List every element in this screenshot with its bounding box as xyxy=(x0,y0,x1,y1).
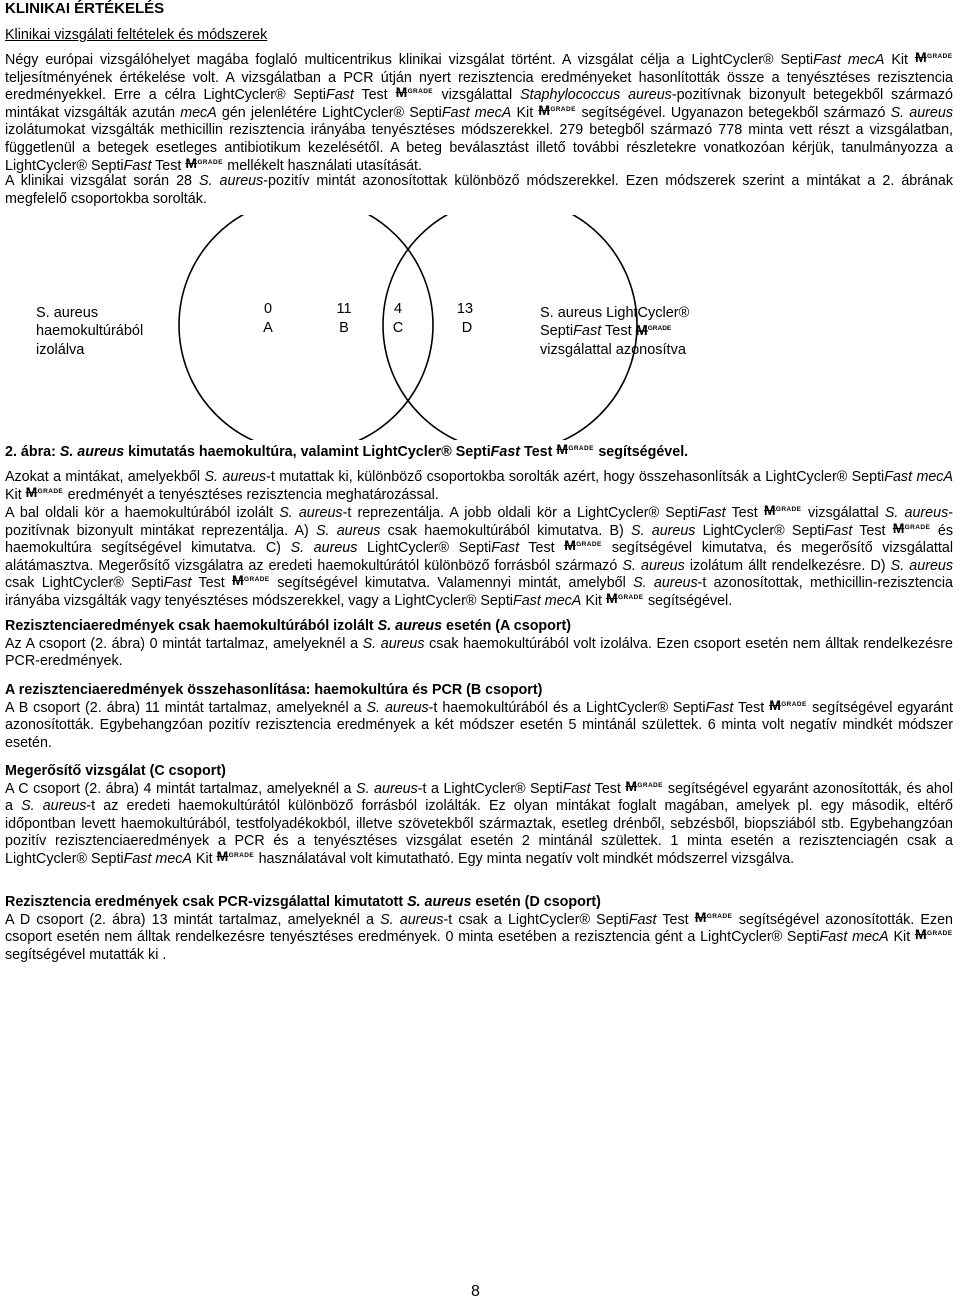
left-label-line1: S. aureus xyxy=(36,305,99,321)
text-run: mellékelt használati utasítását. xyxy=(223,157,422,174)
italic-term: Fast xyxy=(513,592,541,609)
text-run: izolátum állt rendelkezésre. D) xyxy=(684,557,891,574)
mgrade-trademark-icon: M GRADE xyxy=(25,483,64,500)
mgrade-trademark-icon: M GRADE xyxy=(915,926,953,943)
section-c-heading: Megerősítő vizsgálat (C csoport) xyxy=(5,763,226,779)
mgrade-trademark-icon: M GRADE xyxy=(232,572,270,589)
mgrade-trademark-icon: M GRADE xyxy=(216,847,255,864)
section-b-body xyxy=(5,696,954,753)
italic-term: S. aureus xyxy=(316,522,381,539)
text-run: LightCycler® Septi xyxy=(695,522,825,539)
venn-diagram xyxy=(0,215,960,440)
italic-term: Fast xyxy=(490,444,521,460)
text-run: Négy európai vizsgálóhelyet magába foglaló multicentrikus klinikai vizsgálat történt. A vizsgálat célja a LightCycler® Septi xyxy=(5,52,814,68)
italic-term: Fast xyxy=(562,780,591,797)
figure-caption xyxy=(5,441,953,462)
text-run: kimutatás haemokultúra, valamint LightCycler® Septi xyxy=(124,444,491,460)
group-d-letter: D xyxy=(461,320,473,336)
text-run: segítségével egyaránt azonosították, és ahol a xyxy=(5,780,954,815)
text-run: Azokat a mintákat, amelyekből xyxy=(5,469,205,485)
caption-text xyxy=(5,441,953,462)
italic-term: mecA xyxy=(916,469,953,485)
text-run: Test xyxy=(353,87,396,104)
mgrade-trademark-icon: M GRADE xyxy=(892,519,931,536)
text-run: -t reprezentálja. A jobb oldali kör a LightCycler® Septi xyxy=(342,505,698,521)
text-run: használatával volt kimutatható. Egy minta negatív volt mindkét módszerrel vizsgálva. xyxy=(254,850,795,867)
section-a xyxy=(5,618,953,671)
text-run: -t csak a LightCycler® Septi xyxy=(443,911,629,928)
mgrade-trademark-icon: M GRADE xyxy=(564,537,602,554)
italic-term: Fast xyxy=(884,469,913,485)
text-run: -t mutattak ki, különböző csoportokba sorolták azért, hogy összehasonlítsák a LightCycler® Septi xyxy=(266,469,885,485)
text-run: A B csoport (2. ábra) 11 mintát tartalmaz, amelyeknél a xyxy=(5,699,367,716)
text-run: A klinikai vizsgálat során 28 xyxy=(5,173,200,189)
text-run: Rezisztencia eredmények csak PCR-vizsgálattal kimutatott xyxy=(5,894,408,910)
text-run: Test xyxy=(656,911,695,928)
text-run: -t haemokultúrából és a LightCycler® Septi xyxy=(428,699,706,716)
text-run: -pozitív mintát azonosítottak különböző módszerekkel. Ezen módszerek szerint a mintákat a 2. ábrának megfelelő csoportokba sorolták. xyxy=(5,173,953,207)
group-a-count: 0 xyxy=(263,301,273,317)
text-run: izolátumokat vizsgálták methicillin rezisztencia irányába tenyésztéses módszerekkel. 279 betegből származó 778 minta vett részt a vizsgálatban, függetlenül a betegek esetleges antibiotikum kezelésétől. A beteg beválasztást illető további részletekre vonatkozóan kérjük, tanulmányozza a LightCycler® Septi xyxy=(5,122,953,174)
section-c xyxy=(5,763,953,869)
text-run: 2. ábra: xyxy=(5,444,60,460)
italic-term: Fast xyxy=(697,505,726,521)
italic-term: Fast xyxy=(824,522,853,539)
text-run: csak LightCycler® Septi xyxy=(5,575,164,592)
page-number: 8 xyxy=(471,1283,480,1300)
italic-term: S. aureus xyxy=(356,780,418,797)
grouping-text xyxy=(5,469,953,504)
italic-term: Fast xyxy=(813,52,841,68)
text-run: segítségével mutatták ki . xyxy=(5,946,167,963)
text-run: Kit xyxy=(191,850,217,867)
text-run: gén jelenlétére LightCycler® Septi xyxy=(216,104,442,121)
text-run: segítségével. xyxy=(594,444,689,460)
section-b-heading: A rezisztenciaeredmények összehasonlítása: haemokultúra és PCR (B csoport) xyxy=(5,682,543,698)
group-b-count: 11 xyxy=(336,301,352,317)
text-run: A bal oldali kör a haemokultúrából izolált xyxy=(5,505,280,521)
text-run: eredményét a tenyésztéses rezisztencia meghatározással. xyxy=(63,486,439,503)
left-label-line2: haemokultúrából xyxy=(36,323,144,339)
text-run: Az A csoport (2. ábra) 0 mintát tartalmaz, amelyeknél a xyxy=(5,635,363,652)
italic-term: S. aureus xyxy=(279,505,343,521)
mgrade-trademark-icon: M GRADE xyxy=(769,696,807,713)
italic-term: Fast xyxy=(123,157,152,174)
text-run: csak haemokultúrából volt izolálva. Ezen csoport esetén nem álltak rendelkezésre PCR-eredmények. xyxy=(5,635,953,670)
text-run: és haemokultúra segítségével kimutatva. C) xyxy=(5,522,954,557)
section-d-body xyxy=(5,908,953,965)
text-run: Test xyxy=(590,780,626,797)
italic-term: S. aureus xyxy=(884,505,949,521)
text-run: Kit xyxy=(581,592,606,609)
text-run: segítségével egyaránt azonosították. Egybehangzóan pozitív rezisztencia eredmények a két módszer esetén 5 mintánál születtek. 6 minta volt negatív mindkét módszer esetén. xyxy=(5,699,954,751)
text-run: LightCycler® Septi xyxy=(357,540,492,557)
text-run: segítségével. Ugyanazon betegekből származó xyxy=(576,104,891,121)
paragraph-circles xyxy=(5,502,954,611)
italic-term: S. aureus xyxy=(204,469,267,485)
italic-term: Fast xyxy=(705,699,734,716)
italic-term: S. aureus xyxy=(199,173,264,189)
right-label-line2: SeptiFast Test $M^{GRADE}$ xyxy=(540,323,672,339)
italic-term: Fast xyxy=(441,104,470,121)
italic-term: S. aureus xyxy=(380,911,444,928)
italic-term: S. aureus xyxy=(631,522,696,539)
mgrade-trademark-icon: M GRADE xyxy=(395,84,434,101)
italic-term: mecA xyxy=(155,850,192,867)
group-d-count: 13 xyxy=(456,301,474,317)
italic-term: S. aureus xyxy=(59,444,125,460)
text-run: segítségével kimutatva. Valamennyi mintát, amelyből xyxy=(270,575,634,592)
section-a-body xyxy=(5,636,953,671)
group-c-letter: C xyxy=(392,320,404,336)
section-c-body xyxy=(5,777,954,869)
mgrade-trademark-icon: M GRADE xyxy=(915,49,953,65)
text-run: segítségével. xyxy=(643,592,733,609)
section-d xyxy=(5,894,953,964)
text-run: Kit xyxy=(511,104,539,121)
italic-term: S. aureus xyxy=(622,557,685,574)
text-run: Test xyxy=(191,575,233,592)
text-run: Test xyxy=(733,699,770,716)
italic-term: S. aureus xyxy=(290,540,358,557)
text-run: Rezisztenciaeredmények csak haemokultúrából izolált xyxy=(5,618,378,634)
group-c-count: 4 xyxy=(393,301,403,317)
paragraph-intro xyxy=(5,49,953,175)
italic-term: S. aureus xyxy=(377,618,443,634)
paragraph-grouping xyxy=(5,469,953,504)
text-run: Kit xyxy=(5,486,26,503)
text-run: vizsgálattal xyxy=(433,87,521,104)
text-run: Kit xyxy=(888,929,915,946)
italic-term: Fast xyxy=(819,929,848,946)
mgrade-trademark-icon: M GRADE xyxy=(538,101,576,118)
mgrade-trademark-icon: M GRADE xyxy=(185,154,223,171)
text-run: vizsgálattal xyxy=(801,505,885,521)
mgrade-trademark-icon: M GRADE xyxy=(694,908,733,925)
italic-term: mecA xyxy=(852,929,889,946)
text-run: -pozitívnak bizonyult betegekből származó mintákat vizsgálták azután xyxy=(5,87,953,121)
italic-term: S. aureus xyxy=(890,104,953,121)
italic-term: S. aureus xyxy=(407,894,472,910)
intro-text xyxy=(5,49,953,175)
text-run: Test xyxy=(520,444,557,460)
text-run: -t a LightCycler® Septi xyxy=(417,780,563,797)
right-label-line3: vizsgálattal azonosítva xyxy=(540,342,686,358)
text-run: Kit xyxy=(884,52,915,68)
italic-term: mecA xyxy=(474,104,512,121)
text-run: esetén (D csoport) xyxy=(471,894,601,910)
text-run xyxy=(841,52,848,68)
italic-term: S. aureus xyxy=(362,635,425,652)
italic-term: mecA xyxy=(544,592,582,609)
italic-term: S. aureus xyxy=(890,557,954,574)
text-run: -t azonosítottak, methicillin-rezisztencia irányába vizsgálták vagy tenyésztéses módszerekkel, vagy a LightCycler® Septi xyxy=(5,575,953,609)
text-run: teljesítményének értékelése volt. A vizsgálatban a PCR útján nyert rezisztencia eredményeket hasonlították össze a tenyésztéses rezisztencia eredményekkel. Erre a célra LightCycler® Septi xyxy=(5,69,953,104)
group-a-letter: A xyxy=(263,320,273,336)
group-b-letter: B xyxy=(339,320,349,336)
text-run: segítségével kimutatva, és megerősítő vizsgálattal alátámasztva. Megerősítő vizsgálatra az eredeti haemokultúrától különböző forrásból származó xyxy=(5,540,954,574)
circles-text xyxy=(5,502,954,611)
text-run: Test xyxy=(725,505,764,521)
text-run: csak haemokultúrából kimutatva. B) xyxy=(380,522,632,539)
page-heading: KLINIKAI ÉRTÉKELÉS xyxy=(5,0,165,17)
text-run: A C csoport (2. ábra) 4 mintát tartalmaz, amelyeknél a xyxy=(5,780,357,797)
text-run: Test xyxy=(151,157,186,174)
section-a-heading xyxy=(5,618,953,636)
italic-term: mecA xyxy=(180,104,217,121)
italic-term: Fast xyxy=(163,575,192,592)
text-run: A D csoport (2. ábra) 13 mintát tartalmaz, amelyeknél a xyxy=(5,911,381,928)
left-label-line3: izolálva xyxy=(36,342,85,358)
italic-term: Fast xyxy=(491,540,520,557)
mgrade-trademark-icon: M GRADE xyxy=(763,502,802,518)
mgrade-trademark-icon: M GRADE xyxy=(605,589,644,606)
italic-term: S. aureus xyxy=(366,699,429,716)
section-d-heading xyxy=(5,894,953,912)
mgrade-trademark-icon: M GRADE xyxy=(625,777,663,794)
italic-term: S. aureus xyxy=(21,798,87,815)
section-subheading: Klinikai vizsgálati feltételek és módszerek xyxy=(5,27,268,43)
section-b xyxy=(5,682,953,752)
paragraph-groups xyxy=(5,173,953,208)
italic-term: Fast xyxy=(123,850,152,867)
italic-term: mecA xyxy=(847,52,885,68)
text-run: Test xyxy=(852,522,893,539)
italic-term: Fast xyxy=(628,911,657,928)
italic-term: Fast xyxy=(325,87,354,104)
text-run: Test xyxy=(519,540,565,557)
mgrade-trademark-icon: M GRADE xyxy=(556,441,594,457)
right-label-line1: S. aureus LightCycler® xyxy=(540,305,690,321)
groups-text xyxy=(5,173,953,208)
text-run: segítségével azonosították. Ezen csoport esetén nem álltak rendelkezésre tenyésztéses eredmények. 0 minta esetében a rezisztencia gént a LightCycler® Septi xyxy=(5,911,953,946)
text-run: -pozitívnak bizonyult mintákat reprezentálja. A) xyxy=(5,505,953,539)
text-run: esetén (A csoport) xyxy=(442,618,571,634)
italic-term: Staphylococcus aureus xyxy=(520,87,672,104)
text-run: -t az eredeti haemokultúrától különböző forrásból izolálták. Ez olyan mintákat foglalt magában, amelyek pl. egy második, eltérő időpontban levett haemokultúrából, testfolyadékokból, illetve szövetekből származtak, esetleg drénből, sebzésből, biopsziából stb. Egybehangzóan pozitív rezisztenciaeredmények a PCR és a tenyésztéses vizsgálat esetén 2 mintánál születtek. 1 minta esetén a rezisztenciagén csak a LightCycler® Septi xyxy=(5,798,953,867)
italic-term: S. aureus xyxy=(633,575,698,592)
